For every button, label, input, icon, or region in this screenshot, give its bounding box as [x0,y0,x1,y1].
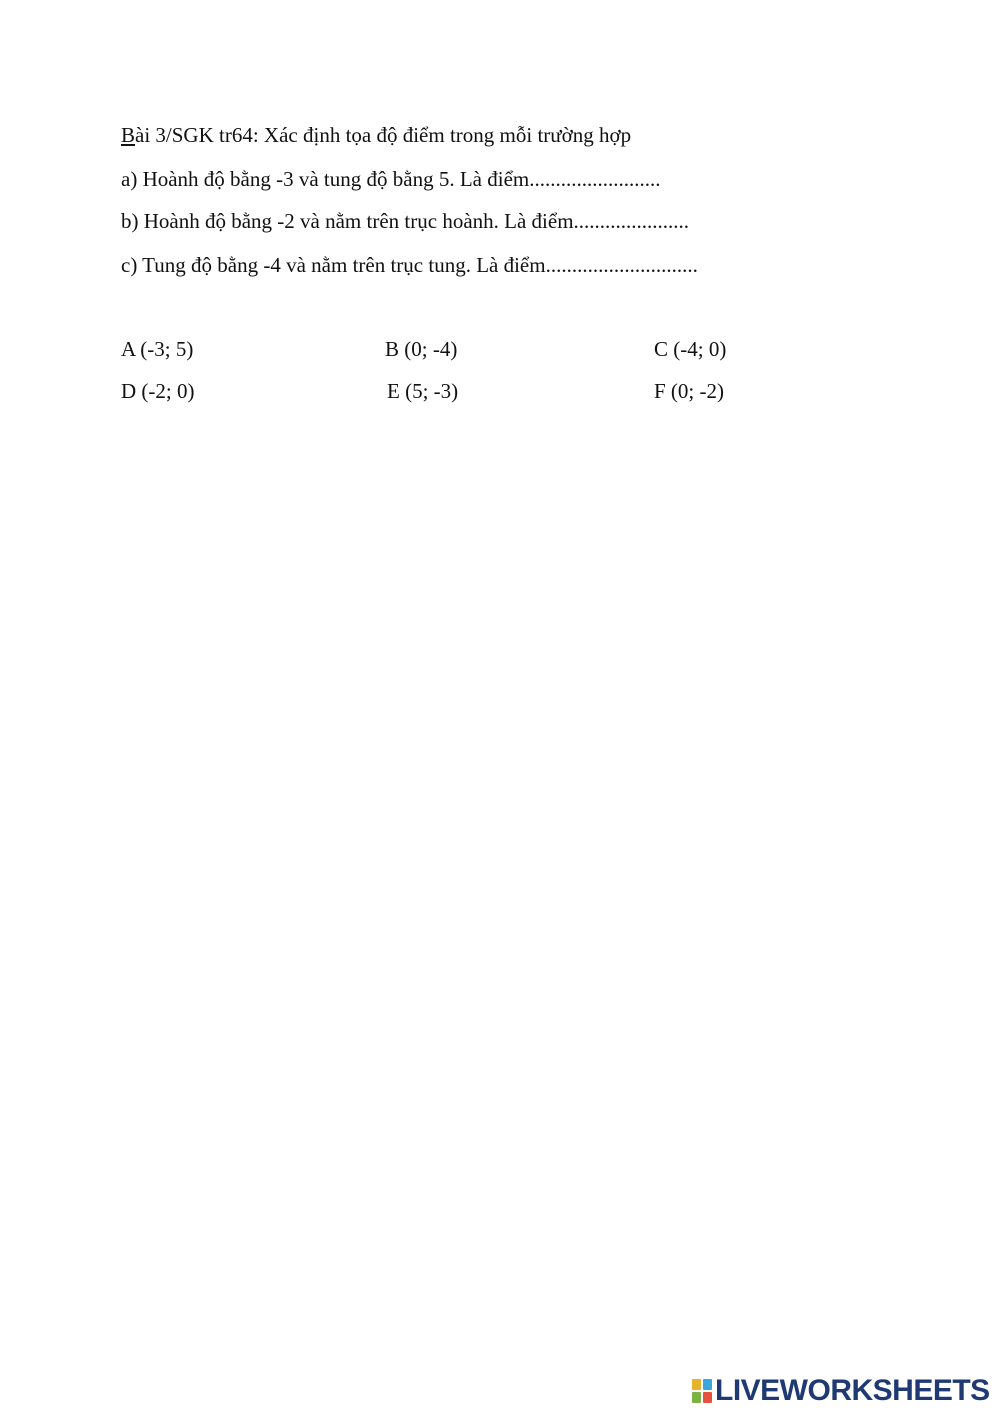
logo-text: LIVEWORKSHEETS [715,1374,990,1407]
logo-grid-icon [692,1379,712,1403]
question-b: b) Hoành độ bằng -2 và nằm trên trục hoành. Là điểm...................... [121,209,690,233]
title-first-letter: B [121,123,136,147]
option-d: D (-2; 0) [121,379,195,403]
option-e: E (5; -3) [387,379,459,403]
liveworksheets-logo [692,1376,990,1406]
question-a: a) Hoành độ bằng -3 và tung độ bằng 5. Là điểm......................... [121,167,661,191]
exercise-title [121,122,631,148]
option-b: B (0; -4) [385,337,458,361]
question-c: c) Tung độ bằng -4 và nằm trên trục tung. Là điểm............................. [121,253,698,277]
option-a: A (-3; 5) [121,337,194,361]
title-rest: ài 3/SGK tr64: Xác định tọa độ điểm trong mỗi trường hợp [135,123,632,147]
option-f: F (0; -2) [654,379,724,403]
option-c: C (-4; 0) [654,337,727,361]
